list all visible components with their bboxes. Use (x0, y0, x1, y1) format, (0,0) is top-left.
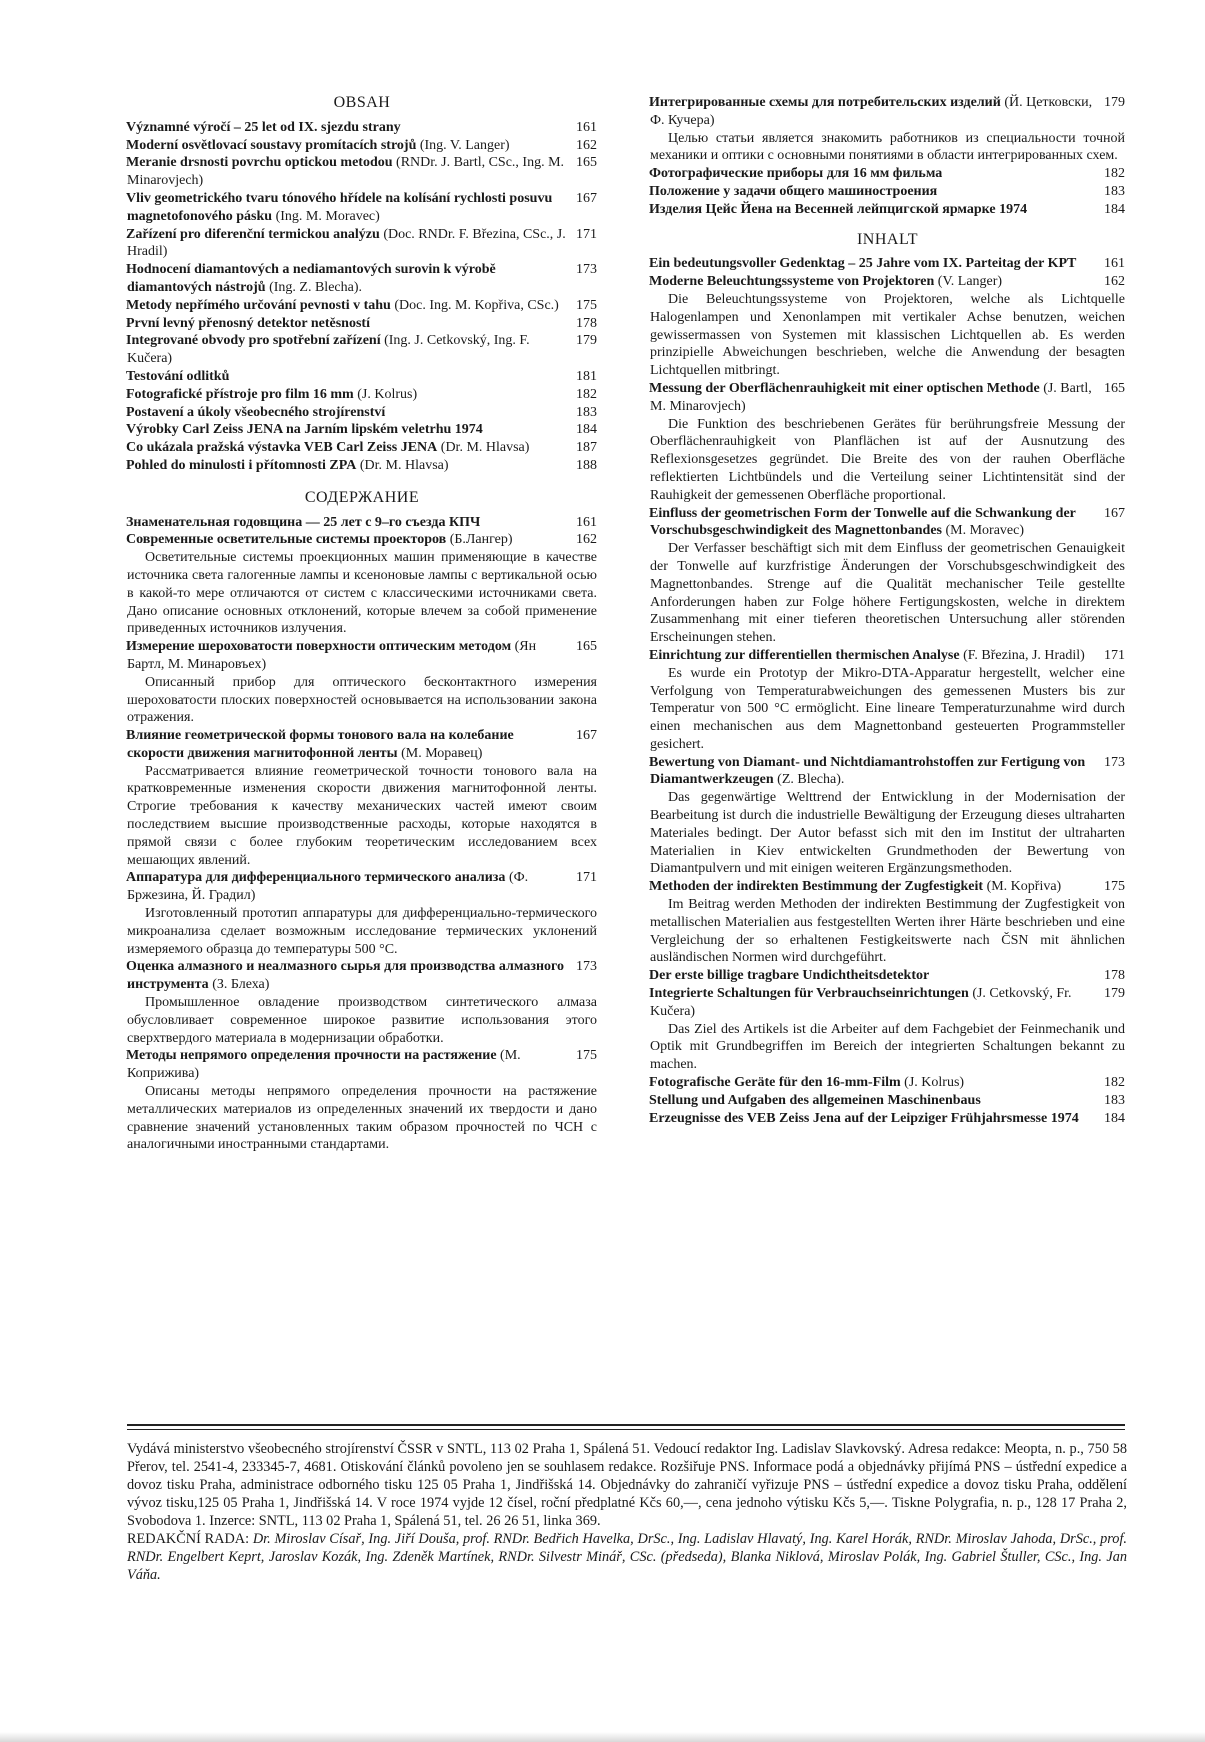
toc-entry (127, 1047, 597, 1083)
toc-entry (127, 154, 597, 190)
entry-authors: (Ing. Z. Blecha). (265, 279, 363, 295)
footer-rule-bottom (127, 1429, 1125, 1430)
page-number: 161 (1104, 256, 1125, 272)
entry-authors: (Dr. M. Hlavsa) (356, 457, 449, 473)
page-number: 182 (576, 386, 597, 402)
editorial-board-members: Dr. Miroslav Císař, Ing. Jiří Douša, prof. RNDr. Bedřich Havelka, DrSc., Ing. Ladislav Hlavatý, Ing. Karel Horák, RNDr. Miroslav Jahoda, DrSc., prof. RNDr. Engelbert Keprt, Jaroslav Kozák, Ing. Zdeněk Martínek, RNDr. Silvestr Minář, CSc. (předseda), Blanka Niklová, Miroslav Polák, Ing. Gabriel Štuller, CSc., Ing. Jan Váňa. (127, 1531, 1128, 1583)
page-number: 165 (576, 155, 597, 171)
entry-title: Einfluss der geometrischen Form der Tonwelle auf die Schwankung der Vorschubsgeschwindigkeit des Magnettonbandes (649, 505, 1076, 539)
entry-abstract: Der Verfasser beschäftigt sich mit dem Einfluss der geometrischen Genauigkeit der Tonwelle auf kurzfristige Änderungen der Vorschubsgeschwindigkeit des Magnettonbandes. Strenge auf die Qualität mechanischer Teile gestellte Anforderungen haben zur Folge höhere Fertigungskosten, welche in direktem Zusammenhang mit einer tieferen theoretischen Untersuchung aller störenden Erscheinungen stehen. (650, 541, 1125, 646)
toc-entry (650, 878, 1125, 896)
page-number: 165 (576, 639, 597, 655)
entry-title: Einrichtung zur differentiellen thermischen Analyse (649, 647, 960, 663)
page-number: 171 (576, 226, 597, 242)
soderzhanie-list (127, 514, 597, 1155)
entry-title: Erzeugnisse des VEB Zeiss Jena auf der Leipziger Frühjahrsmesse 1974 (649, 1110, 1079, 1126)
page-number: 167 (1104, 505, 1125, 521)
toc-entry (650, 94, 1125, 130)
toc-entry (650, 754, 1125, 790)
editorial-board-label: REDAKČNÍ RADA: (127, 1531, 250, 1547)
entry-abstract: Описанный прибор для оптического бесконтактного измерения шероховатости плоских поверхностей основывается на использовании закона отражения. (127, 674, 597, 726)
entry-title: Zařízení pro diferenční termickou analýzu (126, 226, 380, 242)
toc-entry (650, 165, 1125, 183)
entry-authors: (F. Březina, J. Hradil) (959, 647, 1085, 663)
page-number: 175 (1104, 879, 1125, 895)
entry-abstract: Das Ziel des Artikels ist die Arbeiter auf dem Fachgebiet der Feinmechanik und Optik mit Grundbegriffen im Bereich der integrierten Schaltungen bekannt zu machen. (650, 1021, 1125, 1073)
entry-title: Фотографические приборы для 16 мм фильма (649, 166, 943, 182)
page-number: 179 (1104, 986, 1125, 1002)
toc-entry (650, 967, 1125, 985)
page-number: 175 (576, 297, 597, 313)
page-number: 162 (1104, 274, 1125, 290)
entry-authors: (J. Bartl, M. Minarovjech) (650, 380, 1092, 414)
page-number: 171 (576, 870, 597, 886)
entry-title: Postavení a úkoly všeobecného strojírenství (126, 404, 386, 420)
entry-abstract: Das gegenwärtige Welttrend der Entwicklung in der Modernisation der Bearbeitung ist durch die industrielle Bewältigung der Erzeugung dieses ultraharten Materiales bedingt. Der Autor befasst sich mit den im Institut der ultraharten Materialien in Kiev entwickelten Grundmethoden der Bewertung von Diamantpulvern und mit einigen weiteren Ergänzungsmethoden. (650, 790, 1125, 877)
entry-title: Знаменательная годовщина — 25 лет с 9–го съезда КПЧ (126, 514, 481, 530)
entry-authors: (J. Cetkovský, Fr. Kučera) (650, 986, 1072, 1019)
footer-rule-top (127, 1424, 1125, 1426)
entry-title: Оценка алмазного и неалмазного сырья для производства алмазного инструмента (126, 959, 565, 993)
entry-title: Pohled do minulosti i přítomnosti ZPA (126, 457, 357, 473)
toc-entry (650, 1074, 1125, 1092)
page-number: 161 (576, 514, 597, 530)
page-number: 162 (576, 137, 597, 153)
toc-entry (127, 531, 597, 549)
toc-entry (650, 273, 1125, 291)
page-number: 162 (576, 532, 597, 548)
entry-title: Fotografische Geräte für den 16-mm-Film (649, 1075, 901, 1091)
entry-authors: (Й. Цетковски, Ф. Кучера) (650, 95, 1093, 128)
toc-entry (127, 315, 597, 333)
entry-title: Bewertung von Diamant- und Nichtdiamantrohstoffen zur Fertigung von Diamantwerkzeugen (649, 754, 1086, 788)
entry-title: Аппаратура для дифференциального термического анализа (126, 870, 506, 886)
toc-entry (127, 137, 597, 155)
toc-entry (650, 201, 1125, 219)
entry-authors: (Doc. Ing. M. Kopřiva, CSc.) (390, 297, 559, 313)
toc-entry (650, 985, 1125, 1021)
entry-abstract: Die Beleuchtungssysteme von Projektoren, welche als Lichtquelle Halogenlampen und Xenonlampen mit vertikaler Achse benutzen, weichen gewissermassen von Systemen mit klassischen Lichtquellen ab. Es werden prinzipielle Abweichungen beschrieben, welche die Anwendung der besagten Lichtquellen mitbringt. (650, 291, 1125, 379)
toc-entry (127, 297, 597, 315)
page-number: 173 (576, 262, 597, 278)
entry-authors: (V. Langer) (934, 274, 1003, 290)
page-number: 167 (576, 728, 597, 744)
toc-entry (650, 647, 1125, 665)
page-number: 187 (576, 440, 597, 456)
page-number: 183 (1104, 183, 1125, 199)
entry-authors: (M. Kopřiva) (983, 879, 1062, 895)
toc-entry (127, 386, 597, 404)
toc-entry (650, 1110, 1125, 1128)
entry-title: Testování odlitků (126, 368, 230, 384)
entry-abstract: Es wurde ein Prototyp der Mikro-DTA-Apparatur hergestellt, welcher eine Verfolgung von Temperaturabweichungen des gemessenen Musters bis zur Temperatur von 500 °C ermöglicht. Eine lineare Temperaturzunahme wird durch einen mechanischen aus dem Magnettonband gesteuerten Programmsteller gesichert. (650, 665, 1125, 752)
obsah-title: OBSAH (333, 94, 391, 111)
toc-entry (127, 368, 597, 386)
toc-entry (127, 261, 597, 297)
toc-entry (127, 332, 597, 368)
entry-abstract: Im Beitrag werden Methoden der indirekten Bestimmung der Zugfestigkeit von metallischen Materialien aus festgestellten Werten ihrer Härte beschrieben und eine Vergleichung der so erhaltenen Festigkeitswerte nach ČSN mit ähnlichen ausländischen Normen wird durchgeführt. (650, 897, 1125, 966)
entry-title: Fotografické přístroje pro film 16 mm (126, 386, 354, 402)
entry-authors: (M. Moravec) (941, 523, 1025, 539)
page-number: 181 (576, 368, 597, 384)
page-number: 178 (1104, 968, 1125, 984)
toc-entry (127, 638, 597, 674)
entry-title: Vliv geometrického tvaru tónového hřídele na kolísání rychlosti posuvu magnetofonového pásku (126, 190, 553, 224)
entry-title: Влияние геометрической формы тонового вала на колебание скорости движения магнитофонной ленты (126, 728, 514, 761)
entry-authors: (Doc. RNDr. F. Březina, CSc., J. Hradil) (127, 226, 566, 260)
entry-authors: (Dr. M. Hlavsa) (437, 440, 530, 456)
page-number: 171 (1104, 647, 1125, 663)
toc-entry (127, 958, 597, 994)
page-number: 161 (576, 119, 597, 135)
page-number: 178 (576, 315, 597, 331)
toc-entry (650, 183, 1125, 201)
toc-entry (127, 869, 597, 905)
toc-entry (127, 190, 597, 226)
toc-entry (650, 1092, 1125, 1110)
toc-entry (650, 505, 1125, 541)
page-number: 184 (1104, 1110, 1125, 1126)
entry-title: Meranie drsnosti povrchu optickou metodou (126, 155, 393, 171)
page-number: 184 (1104, 201, 1125, 217)
entry-title: Co ukázala pražská výstavka VEB Carl Zeiss JENA (126, 440, 438, 456)
toc-entry (127, 457, 597, 475)
entry-authors: (Ян Бартл, М. Минаровъех) (127, 639, 537, 672)
entry-title: Moderne Beleuchtungssysteme von Projektoren (649, 274, 935, 290)
page-number: 179 (576, 333, 597, 349)
entry-title: Moderní osvětlovací soustavy promítacích strojů (126, 137, 417, 153)
page-number: 182 (1104, 1075, 1125, 1091)
left-column (127, 88, 597, 1154)
entry-abstract: Осветительные системы проекционных машин применяющие в качестве источника света галогенные лампы и ксеноновые лампы с вертикальной осью в какой-то мере отличаются от систем с классическими источниками света. Дано описание основных отклонений, которые влечем за собой применение приведенных источников излучения. (127, 550, 597, 637)
publisher-info: Vydává ministerstvo všeobecného strojírenství ČSSR v SNTL, 113 02 Praha 1, Spálená 51. Vedoucí redaktor Ing. Ladislav Slavkovský. Adresa redakce: Meopta, n. p., 750 58 Přerov, tel. 2541-4, 233345-7, 4681. Otiskování článků povoleno jen se souhlasem redakce. Rozšiřuje PNS. Informace podá a objednávky přijímá PNS – ústřední expedice a dovoz tisku Praha, administrace odborného tisku 125 05 Praha 1, Jindřišská 14. Objednávky do zahraničí vyřizuje PNS – ústřední expedice a dovoz tisku Praha, oddělení vývoz tisku,125 05 Praha 1, Jindřišská 14. V roce 1974 vyjde 12 čísel, roční předplatné Kčs 60,—, cena jednoho výtisku Kčs 5,—. Tiskne Polygrafia, n. p., 128 17 Praha 2, Svobodova 1. Inzerce: SNTL, 113 02 Praha 1, Spálená 51, tel. 26 26 51, linka 369. (127, 1441, 1127, 1529)
entry-authors: (J. Kolrus) (353, 386, 418, 402)
toc-entry (127, 514, 597, 532)
obsah-list (127, 119, 597, 475)
entry-title: Ein bedeutungsvoller Gedenktag – 25 Jahre vom IX. Parteitag der KPT (649, 256, 1077, 272)
toc-entry (650, 380, 1125, 416)
entry-authors: (Ф. Бржезина, Й. Градил) (127, 870, 529, 904)
entry-title: Der erste billige tragbare Undichtheitsdetektor (649, 968, 930, 984)
entry-abstract: Промышленное овладение производством синтетического алмаза обусловливает современное широкое развитие использования этого сверхтвердого материала в модернизации обработки. (127, 995, 597, 1046)
page-number: 179 (1104, 95, 1125, 110)
toc-entry (127, 439, 597, 457)
toc-entry (127, 404, 597, 422)
page-number: 173 (576, 959, 597, 975)
entry-title: Integrované obvody pro spotřební zařízení (126, 333, 381, 349)
entry-abstract: Целью статьи является знакомить работников из специальности точной механики и оптики с основными понятиями в области интегрированных схем. (650, 130, 1125, 164)
entry-authors: (Ing. J. Cetkovský, Ing. F. Kučera) (127, 333, 530, 367)
page-number: 175 (576, 1048, 597, 1064)
scan-edge (0, 1732, 1205, 1742)
entry-title: Výrobky Carl Zeiss JENA na Jarním lipském veletrhu 1974 (126, 422, 483, 438)
entry-title: Stellung und Aufgaben des allgemeinen Maschinenbaus (649, 1092, 981, 1108)
footer-imprint (127, 1440, 1127, 1584)
entry-authors: (J. Kolrus) (900, 1075, 965, 1091)
toc-entry (127, 727, 597, 763)
entry-authors: (Ing. V. Langer) (416, 137, 510, 153)
entry-title: Измерение шероховатости поверхности оптическим методом (126, 639, 512, 655)
entry-authors: (М. Моравец) (397, 745, 483, 761)
toc-entry (127, 421, 597, 439)
entry-title: Významné výročí – 25 let od IX. sjezdu strany (126, 119, 401, 135)
entry-authors: (Z. Blecha). (773, 772, 845, 788)
entry-title: Metody nepřímého určování pevnosti v tahu (126, 297, 391, 313)
entry-authors: (З. Блеха) (208, 977, 270, 993)
entry-title: Hodnocení diamantových a nediamantových surovin k výrobě diamantových nástrojů (126, 262, 496, 295)
entry-title: Положение у задачи общего машиностроения (649, 183, 938, 199)
page-number: 183 (576, 404, 597, 420)
entry-title: Methoden der indirekten Bestimmung der Zugfestigkeit (649, 879, 984, 895)
entry-title: Интегрированные схемы для потребительских изделий (649, 95, 1001, 110)
entry-authors: (RNDr. J. Bartl, CSc., Ing. M. Minarovjech) (127, 155, 565, 189)
entry-abstract: Рассматривается влияние геометрической точности тонового вала на кратковременные изменения скорости движения магнитофонной ленты. Строгие требования к качеству механических частей имеют своим последствием высшие производственные расходы, которые находятся в прямой связи с более глубоким теоретическим исследованием всех мешающих явлений. (127, 763, 597, 868)
entry-title: Современные осветительные системы проекторов (126, 532, 447, 548)
entry-title: První levný přenosný detektor netěsností (126, 315, 370, 331)
page-number: 188 (576, 457, 597, 473)
inhalt-title: INHALT (856, 230, 919, 248)
soderzhanie-title: СОДЕРЖАНИЕ (304, 488, 420, 506)
entry-abstract: Описаны методы непрямого определения прочности на растяжение металлических материалов из определенных значений их твердости и дано сравнение значений установленных таким образом прочностей по ЧСН с аналогичными иностранными стандартами. (127, 1084, 597, 1153)
page-number: 167 (576, 190, 597, 206)
page-number: 183 (1104, 1092, 1125, 1108)
page-number: 173 (1104, 754, 1125, 770)
entry-abstract: Die Funktion des beschriebenen Gerätes für berührungsfreie Messung der Oberflächenrauhigkeit von Planflächen ist auf der Ausnutzung des Reflexionsgesetzes gegründet. Die Breite des von der rauhen Oberfläche reflektierten Lichtbündels und die Verteilung seiner Lichtintensität sind der Rauhigkeit der gemessenen Oberfläche proportional. (650, 416, 1125, 503)
russian-continued-list (650, 94, 1125, 219)
page-number: 182 (1104, 166, 1125, 182)
page-number: 184 (576, 422, 597, 438)
entry-title: Изделия Цейс Йена на Весенней лейпцигской ярмарке 1974 (649, 201, 1028, 217)
toc-entry (127, 119, 597, 137)
entry-authors: (Ing. M. Moravec) (272, 208, 380, 224)
entry-title: Методы непрямого определения прочности на растяжение (126, 1048, 497, 1064)
entry-abstract: Изготовленный прототип аппаратуры для дифференциально-термического микроанализа сделает возможным исследование термических уклонений измеряемого образца до температуры 500 °C. (127, 906, 597, 957)
entry-authors: (Б.Лангер) (446, 532, 513, 548)
toc-entry (127, 226, 597, 262)
entry-title: Integrierte Schaltungen für Verbrauchseinrichtungen (649, 986, 969, 1002)
toc-entry (650, 255, 1125, 273)
entry-title: Messung der Oberflächenrauhigkeit mit einer optischen Methode (649, 380, 1040, 396)
right-column (650, 94, 1125, 1127)
inhalt-list (650, 255, 1125, 1127)
page-number: 165 (1104, 380, 1125, 396)
entry-authors: (М. Коприжива) (127, 1048, 521, 1082)
